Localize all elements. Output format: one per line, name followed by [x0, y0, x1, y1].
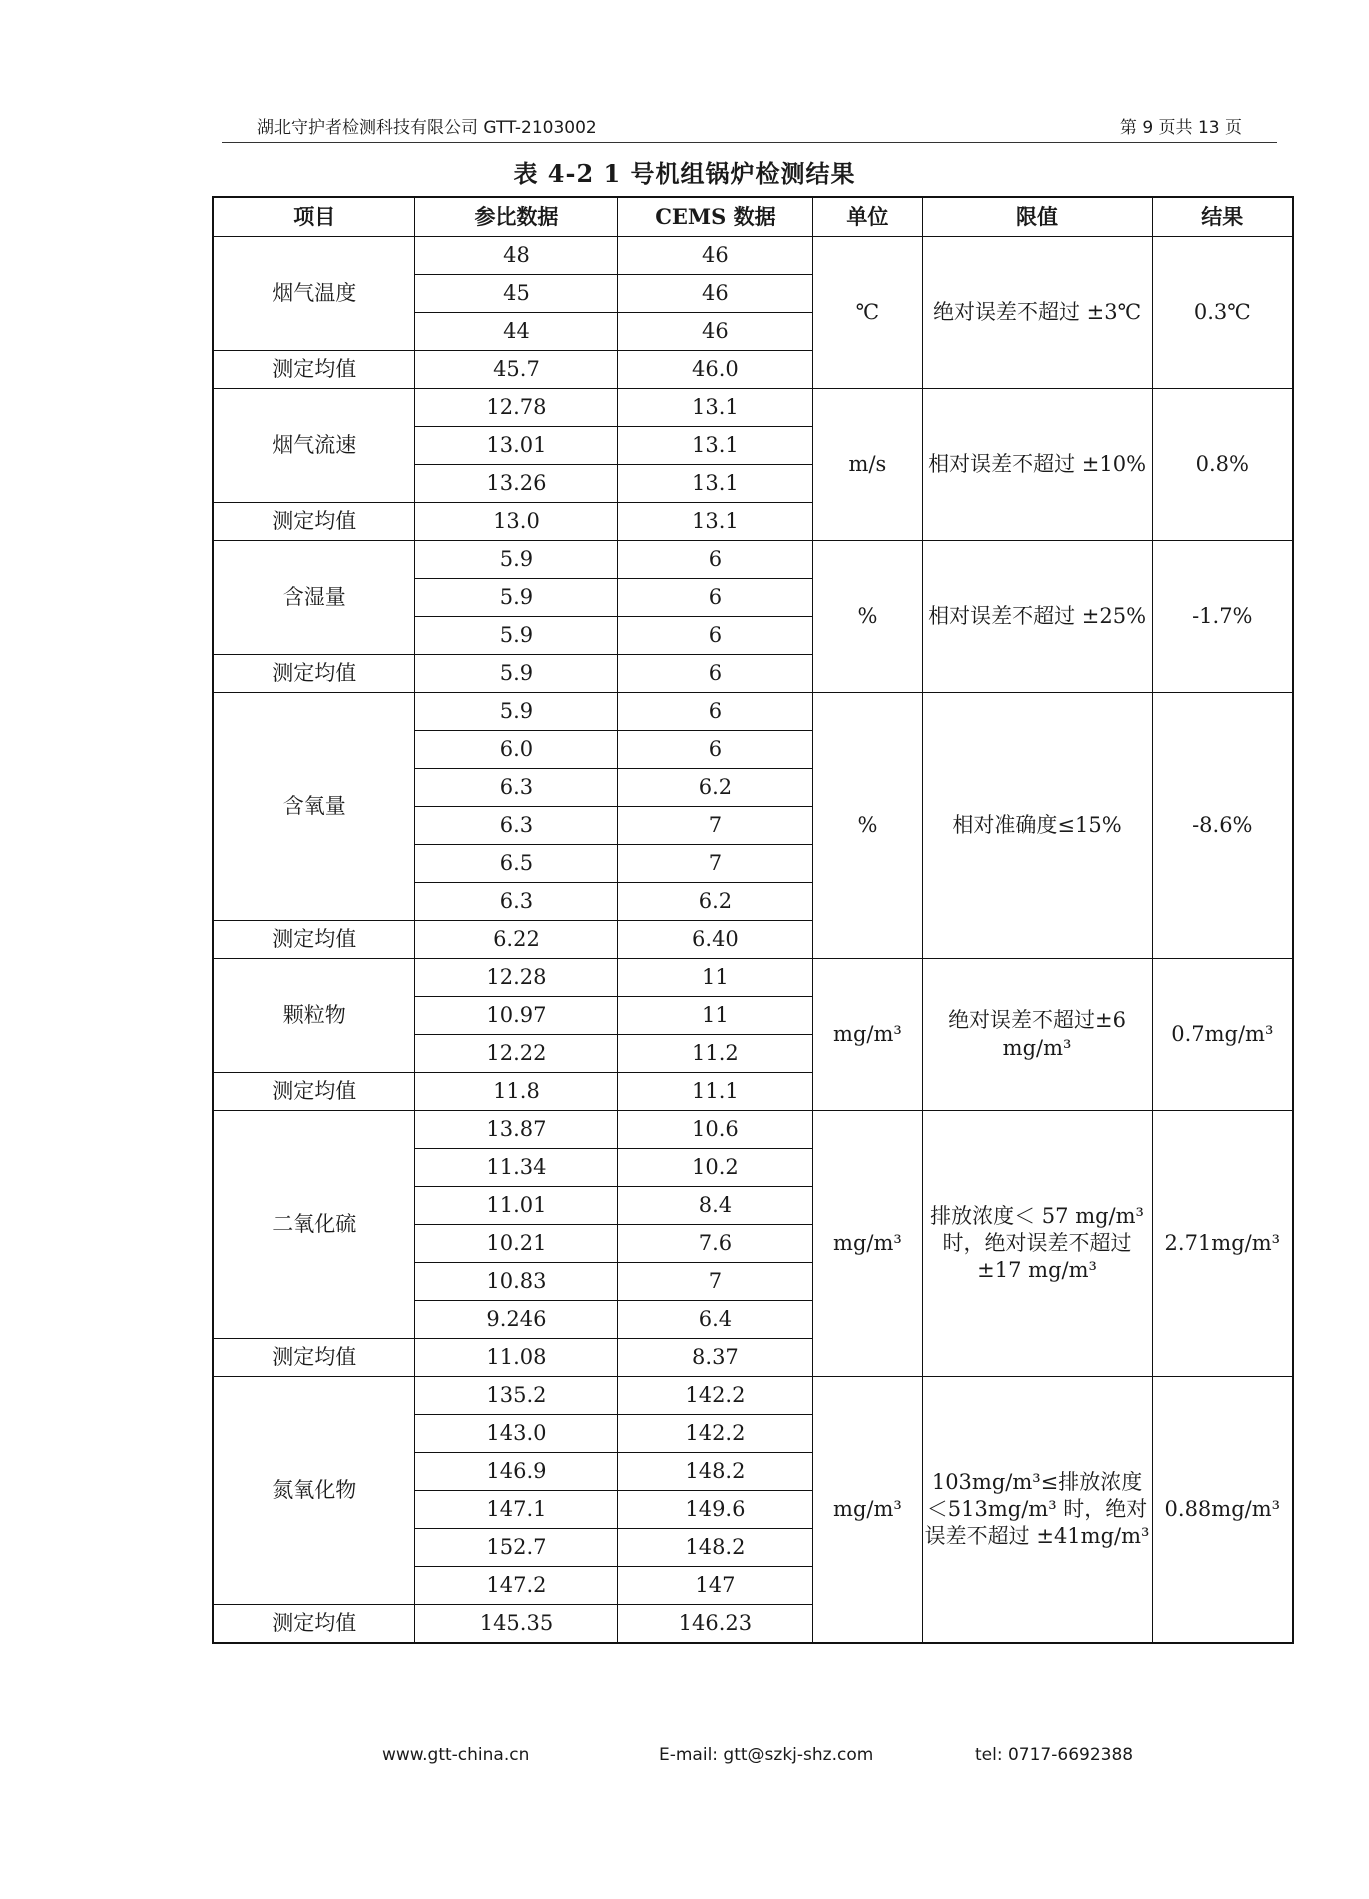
cems-value: 46 — [618, 313, 813, 351]
column-header-limit: 限值 — [922, 197, 1152, 237]
item-name: 烟气温度 — [213, 237, 415, 351]
reference-value: 146.9 — [415, 1453, 618, 1491]
limit-cell: 相对误差不超过 ±10% — [922, 389, 1152, 541]
table-row — [213, 541, 1293, 579]
table-header-row — [213, 197, 1293, 237]
reference-value: 143.0 — [415, 1415, 618, 1453]
cems-value: 46 — [618, 237, 813, 275]
reference-value: 147.1 — [415, 1491, 618, 1529]
result-cell: 0.8% — [1152, 389, 1293, 541]
mean-reference-value: 11.08 — [415, 1339, 618, 1377]
table-row — [213, 1111, 1293, 1149]
table-row — [213, 237, 1293, 275]
mean-reference-value: 45.7 — [415, 351, 618, 389]
mean-label: 测定均值 — [213, 503, 415, 541]
reference-value: 12.28 — [415, 959, 618, 997]
limit-cell: 相对误差不超过 ±25% — [922, 541, 1152, 693]
results-table — [212, 196, 1294, 1644]
reference-value: 11.01 — [415, 1187, 618, 1225]
cems-value: 142.2 — [618, 1415, 813, 1453]
mean-cems-value: 46.0 — [618, 351, 813, 389]
cems-value: 7 — [618, 1263, 813, 1301]
mean-label: 测定均值 — [213, 1339, 415, 1377]
cems-value: 6 — [618, 541, 813, 579]
table-row — [213, 693, 1293, 731]
item-name: 含湿量 — [213, 541, 415, 655]
reference-value: 10.21 — [415, 1225, 618, 1263]
cems-value: 6 — [618, 731, 813, 769]
reference-value: 13.01 — [415, 427, 618, 465]
column-header-item: 项目 — [213, 197, 415, 237]
item-name: 氮氧化物 — [213, 1377, 415, 1605]
reference-value: 5.9 — [415, 617, 618, 655]
item-name: 二氧化硫 — [213, 1111, 415, 1339]
cems-value: 6 — [618, 579, 813, 617]
mean-label: 测定均值 — [213, 351, 415, 389]
unit-cell: ℃ — [813, 237, 922, 389]
column-header-unit: 单位 — [813, 197, 922, 237]
result-cell: -8.6% — [1152, 693, 1293, 959]
company-and-report-id: 湖北守护者检测科技有限公司 GTT-2103002 — [257, 118, 597, 138]
unit-cell: mg/m³ — [813, 1377, 922, 1644]
result-cell: 0.7mg/m³ — [1152, 959, 1293, 1111]
mean-reference-value: 11.8 — [415, 1073, 618, 1111]
limit-cell: 绝对误差不超过 ±3℃ — [922, 237, 1152, 389]
cems-value: 7 — [618, 845, 813, 883]
unit-cell: % — [813, 693, 922, 959]
footer-email: E-mail: gtt@szkj-shz.com — [659, 1745, 874, 1765]
result-cell: -1.7% — [1152, 541, 1293, 693]
cems-value: 8.4 — [618, 1187, 813, 1225]
mean-label: 测定均值 — [213, 655, 415, 693]
mean-label: 测定均值 — [213, 1605, 415, 1644]
mean-cems-value: 8.37 — [618, 1339, 813, 1377]
mean-label: 测定均值 — [213, 921, 415, 959]
footer-tel: tel: 0717-6692388 — [975, 1745, 1134, 1765]
cems-value: 142.2 — [618, 1377, 813, 1415]
cems-value: 13.1 — [618, 389, 813, 427]
reference-value: 5.9 — [415, 579, 618, 617]
result-cell: 0.88mg/m³ — [1152, 1377, 1293, 1644]
cems-value: 6.4 — [618, 1301, 813, 1339]
column-header-cems: CEMS 数据 — [618, 197, 813, 237]
cems-value: 6 — [618, 617, 813, 655]
page-header — [222, 112, 1277, 143]
reference-value: 6.5 — [415, 845, 618, 883]
limit-cell: 相对准确度≤15% — [922, 693, 1152, 959]
unit-cell: m/s — [813, 389, 922, 541]
reference-value: 11.34 — [415, 1149, 618, 1187]
result-cell: 0.3℃ — [1152, 237, 1293, 389]
reference-value: 13.87 — [415, 1111, 618, 1149]
reference-value: 44 — [415, 313, 618, 351]
mean-cems-value: 6 — [618, 655, 813, 693]
cems-value: 10.2 — [618, 1149, 813, 1187]
mean-cems-value: 6.40 — [618, 921, 813, 959]
unit-cell: mg/m³ — [813, 1111, 922, 1377]
page-number: 第 9 页共 13 页 — [1119, 118, 1242, 138]
item-name: 烟气流速 — [213, 389, 415, 503]
cems-value: 7.6 — [618, 1225, 813, 1263]
reference-value: 5.9 — [415, 693, 618, 731]
mean-cems-value: 146.23 — [618, 1605, 813, 1644]
mean-reference-value: 5.9 — [415, 655, 618, 693]
mean-reference-value: 13.0 — [415, 503, 618, 541]
reference-value: 6.3 — [415, 883, 618, 921]
reference-value: 135.2 — [415, 1377, 618, 1415]
cems-value: 6.2 — [618, 883, 813, 921]
cems-value: 6.2 — [618, 769, 813, 807]
limit-cell: 103mg/m³≤排放浓度＜513mg/m³ 时，绝对误差不超过 ±41mg/m³ — [922, 1377, 1152, 1644]
reference-value: 5.9 — [415, 541, 618, 579]
cems-value: 46 — [618, 275, 813, 313]
reference-value: 10.97 — [415, 997, 618, 1035]
cems-value: 148.2 — [618, 1529, 813, 1567]
cems-value: 13.1 — [618, 427, 813, 465]
cems-value: 6 — [618, 693, 813, 731]
reference-value: 10.83 — [415, 1263, 618, 1301]
cems-value: 10.6 — [618, 1111, 813, 1149]
column-header-result: 结果 — [1152, 197, 1293, 237]
cems-value: 7 — [618, 807, 813, 845]
reference-value: 48 — [415, 237, 618, 275]
table-row — [213, 389, 1293, 427]
limit-cell: 绝对误差不超过±6 mg/m³ — [922, 959, 1152, 1111]
reference-value: 9.246 — [415, 1301, 618, 1339]
table-row — [213, 959, 1293, 997]
footer-website: www.gtt-china.cn — [382, 1745, 530, 1765]
reference-value: 6.3 — [415, 769, 618, 807]
cems-value: 148.2 — [618, 1453, 813, 1491]
reference-value: 147.2 — [415, 1567, 618, 1605]
table-body — [213, 237, 1293, 1644]
cems-value: 11.2 — [618, 1035, 813, 1073]
reference-value: 13.26 — [415, 465, 618, 503]
reference-value: 152.7 — [415, 1529, 618, 1567]
mean-cems-value: 11.1 — [618, 1073, 813, 1111]
cems-value: 147 — [618, 1567, 813, 1605]
table-title: 表 4-2 1 号机组锅炉检测结果 — [513, 159, 856, 188]
mean-cems-value: 13.1 — [618, 503, 813, 541]
reference-value: 45 — [415, 275, 618, 313]
mean-label: 测定均值 — [213, 1073, 415, 1111]
mean-reference-value: 6.22 — [415, 921, 618, 959]
column-header-reference: 参比数据 — [415, 197, 618, 237]
reference-value: 6.0 — [415, 731, 618, 769]
reference-value: 12.78 — [415, 389, 618, 427]
unit-cell: mg/m³ — [813, 959, 922, 1111]
item-name: 含氧量 — [213, 693, 415, 921]
unit-cell: % — [813, 541, 922, 693]
cems-value: 11 — [618, 997, 813, 1035]
result-cell: 2.71mg/m³ — [1152, 1111, 1293, 1377]
reference-value: 12.22 — [415, 1035, 618, 1073]
limit-cell: 排放浓度＜ 57 mg/m³ 时，绝对误差不超过±17 mg/m³ — [922, 1111, 1152, 1377]
cems-value: 11 — [618, 959, 813, 997]
reference-value: 6.3 — [415, 807, 618, 845]
mean-reference-value: 145.35 — [415, 1605, 618, 1644]
cems-value: 149.6 — [618, 1491, 813, 1529]
table-row — [213, 1377, 1293, 1415]
item-name: 颗粒物 — [213, 959, 415, 1073]
cems-value: 13.1 — [618, 465, 813, 503]
